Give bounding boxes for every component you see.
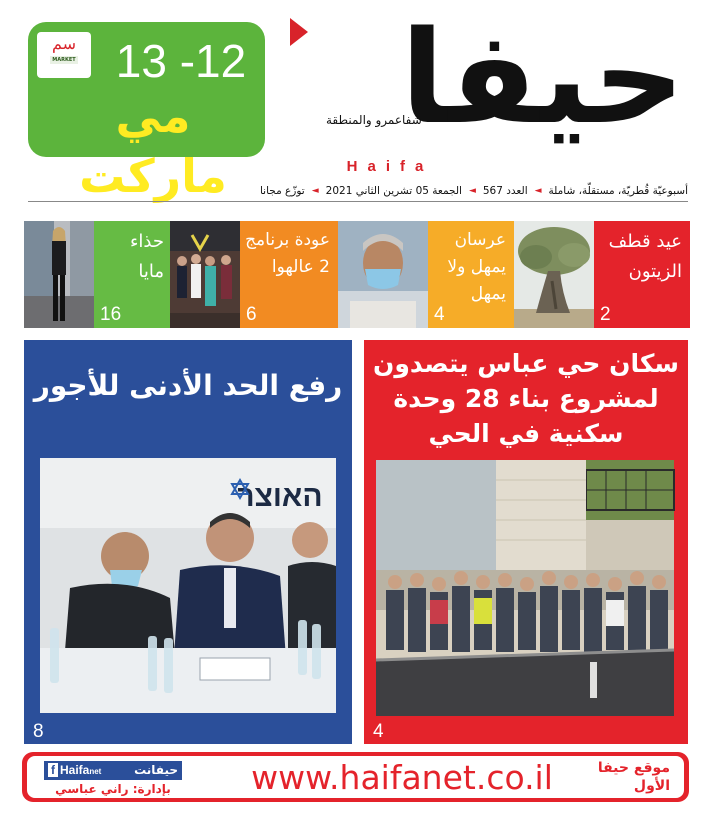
- masthead-title: حيفا: [400, 4, 685, 153]
- separator-icon: ◄: [468, 185, 476, 196]
- haifanet-brand: [44, 761, 182, 780]
- issue-info-bar: [28, 180, 688, 202]
- website-banner[interactable]: [22, 752, 689, 802]
- story-page-number: 8: [33, 721, 44, 742]
- ad-store-name: مي ماركت: [79, 89, 227, 203]
- masthead-tagline: شفاعمرو والمنطقة: [326, 113, 422, 127]
- press-conference-photo: [40, 458, 336, 713]
- brand-haifa-latin: Haifa: [60, 762, 90, 777]
- market-logo: [37, 32, 91, 78]
- issue-number: العدد 567: [482, 184, 528, 197]
- ad-dates: 13 -12: [115, 35, 247, 87]
- market-logo-mark: سم: [51, 34, 77, 53]
- banner-slogan: موقع حيفا الأول: [597, 760, 670, 794]
- teaser-text: عيد قطف الزيتون: [608, 231, 682, 282]
- story-abbas-residents[interactable]: [364, 340, 688, 744]
- teaser-grooms[interactable]: [428, 221, 514, 328]
- separator-icon: ◄: [311, 185, 319, 196]
- teaser-photo-man[interactable]: [338, 221, 428, 328]
- teaser-text: عرسان يمهل ولا يمهل: [447, 230, 506, 304]
- teaser-photo-fashion[interactable]: [24, 221, 94, 328]
- teaser-text: عودة برنامج 2 عالهوا: [245, 230, 330, 277]
- story-headline: سكان حي عباس يتصدون لمشروع بناء 28 وحدة سكنية في الحي: [373, 349, 679, 448]
- group-event-photo: [170, 221, 240, 328]
- teaser-page-number: 16: [100, 304, 122, 325]
- distribution-note: توزّع مجانا: [259, 184, 305, 197]
- banner-manager: بإدارة: راني عباسي: [55, 782, 171, 796]
- teaser-maya-shoe[interactable]: [94, 221, 170, 328]
- advertisement-box[interactable]: [28, 22, 265, 203]
- facebook-icon: f: [48, 763, 58, 777]
- teaser-program-return[interactable]: [240, 221, 338, 328]
- website-url-link[interactable]: www.haifanet.co.il: [251, 758, 553, 797]
- masthead-latin-title: Haifa: [346, 158, 434, 175]
- brand-net-latin: net: [89, 766, 102, 776]
- website-banner-inner: [26, 755, 685, 799]
- teaser-photo-event[interactable]: [170, 221, 240, 328]
- story-minimum-wage[interactable]: [24, 340, 352, 744]
- teaser-strip: [24, 221, 690, 328]
- olive-tree-photo: [514, 221, 594, 328]
- teaser-text: حذاء مايا: [129, 231, 164, 282]
- story-page-number: 4: [373, 721, 384, 742]
- teaser-page-number: 4: [434, 304, 445, 325]
- market-logo-sub: MARKET: [52, 57, 76, 63]
- sign-text: האוצר: [237, 480, 323, 513]
- issue-date: الجمعة 05 تشرين الثاني 2021: [325, 184, 462, 197]
- teaser-page-number: 2: [600, 304, 611, 325]
- brand-arabic: حيفانت: [134, 763, 178, 777]
- press-conference-image: [40, 458, 336, 713]
- residents-protest-image: [376, 460, 674, 716]
- residents-protest-photo: [376, 460, 674, 716]
- facebook-haifanet: [48, 761, 101, 781]
- story-headline: رفع الحد الأدنى للأجور: [33, 369, 343, 402]
- woman-photo: [24, 221, 94, 328]
- teaser-olive-harvest[interactable]: [594, 221, 690, 328]
- man-with-mask-photo: [338, 221, 428, 328]
- paper-description: أسبوعيّة قُطريّة، مستقلّة، شاملة: [548, 184, 688, 197]
- teaser-photo-olive[interactable]: [514, 221, 594, 328]
- separator-icon: ◄: [534, 185, 542, 196]
- teaser-page-number: 6: [246, 304, 257, 325]
